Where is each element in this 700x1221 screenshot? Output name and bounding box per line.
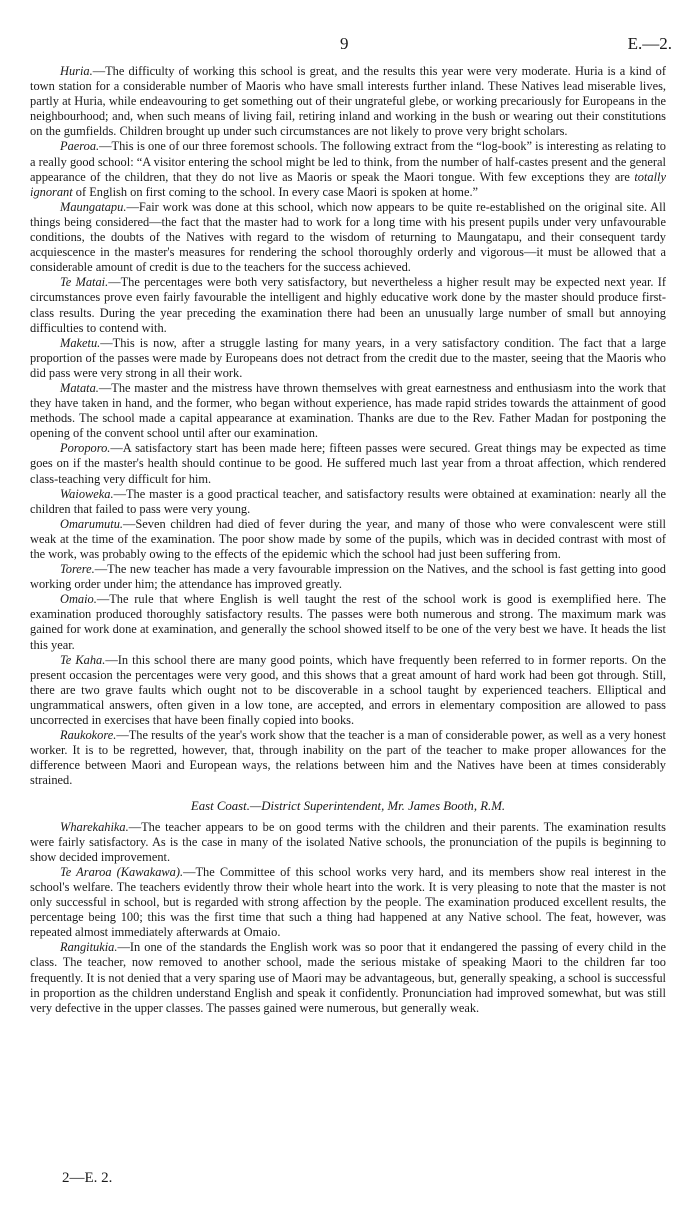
paragraph-text: —In one of the standards the English work was so poor that it endangered the passing of every child in the class. The teacher, now removed to another school, made the serious mistake of speaking Maori to the children far too frequently. It is not denied that a very sparing use of Maori may be advantageous, but, generally speaking, a school is successful in proportion as the children understand English and speak it confidently. Pronunciation had improved somewhat, but was still very defective in the upper classes. The passes gained were numerous, but generally weak. bbox=[30, 940, 666, 1015]
paragraph-huria bbox=[30, 64, 666, 139]
paragraph-text: —The Committee of this school works very hard, and its members show real interest in the school's welfare. The teachers evidently throw their whole heart into the work. It is very pleasing to note that the master is not only successful in school, but is regarded with strong affection by the people. The examination produced excellent results, the percentage being 100; this was the first time that such a thing had happened at any Native school. The feat, however, was repeated almost immediately afterwards at Omaio. bbox=[30, 864, 666, 940]
paragraph-text: —The percentages were both very satisfactory, but nevertheless a higher result may be expected next year. If circumstances prove even fairly favourable the intelligent and highly educative work done by the master should produce first-class results. During the year preceding the examination there had been an unusually large number of small but annoying difficulties to contend with. bbox=[30, 275, 667, 335]
paragraph-text: —Fair work was done at this school, which now appears to be quite re-established on the original site. All things being considered—the fact that the master had to work for a long time with his present pupils under very unfavourable conditions, the doubts of the Natives with regard to the wisdom of returning to Maungatapu, and their consequent tardy acquiescence in the master's measures for rendering the school thoroughly orderly and vigorous—it must be allowed that a considerable amount of credit is due to the teachers for the success achieved. bbox=[30, 199, 666, 275]
paragraph-poroporo bbox=[30, 441, 666, 486]
paragraph-omarumutu bbox=[30, 517, 666, 562]
paragraph-te-kaha bbox=[30, 653, 666, 728]
page-footer-signature: 2—E. 2. bbox=[62, 1170, 113, 1186]
paragraph-text: —The results of the year's work show that the teacher is a man of considerable power, as well as a very honest worker. It is to be regretted, however, that, through inability on the part of the teacher to make proper allowances for the difference between Maori and European ways, the relations between him and the Natives have been at times considerably strained. bbox=[30, 728, 666, 788]
paragraph-omaio bbox=[30, 592, 666, 652]
paragraph-text: of English on first coming to the school. In every case Maori is spoken at home.” bbox=[72, 184, 479, 199]
school-name: Paeroa. bbox=[60, 139, 100, 154]
paragraph-matata bbox=[30, 381, 666, 441]
document-reference: E.—2. bbox=[627, 34, 672, 53]
paragraph-text: —The difficulty of working this school is great, and the results this year were very moderate. Huria is a kind of town station for a considerable number of Maoris who have small interests further inland. These Natives lead miserable lives, partly at Huria, while endeavouring to get something out of their ungrateful glebe, or working precariously for Europeans in the neighbourhood; and, when such means of living fail, retiring inland and working in the bush or wearing out their constitutions on the gumfields. Children brought up under such circumstances are not likely to prove very bright scholars. bbox=[30, 64, 666, 139]
school-name: Te Araroa (Kawakawa). bbox=[60, 864, 184, 879]
school-name: Wharekahika. bbox=[60, 819, 129, 834]
report-body bbox=[30, 64, 666, 1016]
paragraph-raukokore bbox=[30, 728, 666, 788]
school-name: Rangitukia. bbox=[60, 940, 118, 955]
school-name: Maketu. bbox=[60, 335, 101, 350]
paragraph-te-araroa bbox=[30, 865, 666, 940]
paragraph-wharekahika bbox=[30, 820, 666, 865]
school-name: Huria. bbox=[60, 64, 93, 78]
paragraph-text: —The teacher appears to be on good terms with the children and their parents. The examination results were fairly satisfactory. As is the case in many of the isolated Native schools, the pronunciation of the pupils is beginning to show decided improvement. bbox=[30, 819, 666, 864]
school-name: Te Matai. bbox=[60, 275, 109, 290]
school-name: Te Kaha. bbox=[60, 652, 106, 667]
paragraph-text: —This is now, after a struggle lasting for many years, in a very satisfactory condition. The fact that a large proportion of the passes were made by Europeans does not detract from the credit due to the master, seeing that the Maoris who did pass were very strong in all their work. bbox=[30, 335, 666, 380]
paragraph-text: —A satisfactory start has been made here; fifteen passes were secured. Great things may be expected as time goes on if the master's health should continue to be good. He suffered much last year from a throat affection, which rendered class-teaching very difficult for him. bbox=[30, 441, 666, 486]
school-name: Waioweka. bbox=[60, 486, 114, 501]
page-number: 9 bbox=[340, 34, 349, 53]
paragraph-rangitukia bbox=[30, 940, 666, 1015]
school-name: Matata. bbox=[60, 380, 99, 395]
paragraph-paeroa bbox=[30, 139, 666, 199]
paragraph-text: —The master and the mistress have thrown themselves with great earnestness and enthusiasm into the work that they have taken in hand, and the former, who began without experience, has made rapid strides towards the attainment of good methods. The school made a capital appearance at examination. Thanks are due to the Rev. Father Madan for postponing the opening of the convent school until after our examination. bbox=[30, 380, 666, 441]
school-name: Torere. bbox=[60, 562, 95, 577]
paragraph-text: —The rule that where English is well taught the rest of the school work is good is exemplified here. The examination produced thoroughly satisfactory results. The passes were both numerous and strong. The maximum mark was gained for work done at examination, and generally the school showed itself to be one of the very best we have. It heads the list this year. bbox=[30, 592, 666, 652]
paragraph-te-matai bbox=[30, 275, 666, 335]
school-name: Raukokore. bbox=[60, 728, 117, 743]
school-name: Omarumutu. bbox=[60, 516, 123, 531]
paragraph-text: —In this school there are many good points, which have frequently been referred to in former reports. On the present occasion the percentages were very good, and this shows that a great amount of hard work had been got through. Still, there are two grave faults which ought not to be discoverable in a school taught by experienced teachers. Elliptical and ungrammatical answers, often given in a low tone, are accepted, and errors in elementary composition are allowed to pass uncorrected in exercises that have been finally copied into books. bbox=[30, 652, 666, 728]
paragraph-text: —The master is a good practical teacher, and satisfactory results were obtained at examination: nearly all the children that failed to pass were very young. bbox=[30, 486, 666, 516]
paragraph-text: —Seven children had died of fever during the year, and many of those who were convalescent were still weak at the time of the examination. The poor show made by some of the pupils, which was in decided contrast with most of the work, was probably owing to the effects of the epidemic which the school had just been suffering from. bbox=[30, 516, 666, 561]
section-heading: East Coast.—District Superintendent, Mr. James Booth, R.M. bbox=[190, 798, 506, 813]
paragraph-maketu bbox=[30, 336, 666, 381]
paragraph-waioweka bbox=[30, 487, 666, 517]
paragraph-torere bbox=[30, 562, 666, 592]
school-name: Poroporo. bbox=[60, 441, 111, 456]
paragraph-text: —This is one of our three foremost schools. The following extract from the “log-book” is interesting as relating to a really good school: “A visitor entering the school might be led to think, from the number of half-castes present and the general appearance of the children, that they do not live as Maoris or speak the Maori tongue. With few exceptions they are bbox=[30, 139, 666, 184]
emphasis-text: totally ignorant bbox=[30, 169, 666, 199]
page-header bbox=[0, 34, 700, 58]
paragraph-maungatapu bbox=[30, 200, 666, 275]
school-name: Maungatapu. bbox=[60, 199, 127, 214]
school-name: Omaio. bbox=[60, 592, 97, 607]
paragraph-text: —The new teacher has made a very favourable impression on the Natives, and the school is fast getting into good working order under him; the attendance has improved greatly. bbox=[30, 562, 666, 592]
